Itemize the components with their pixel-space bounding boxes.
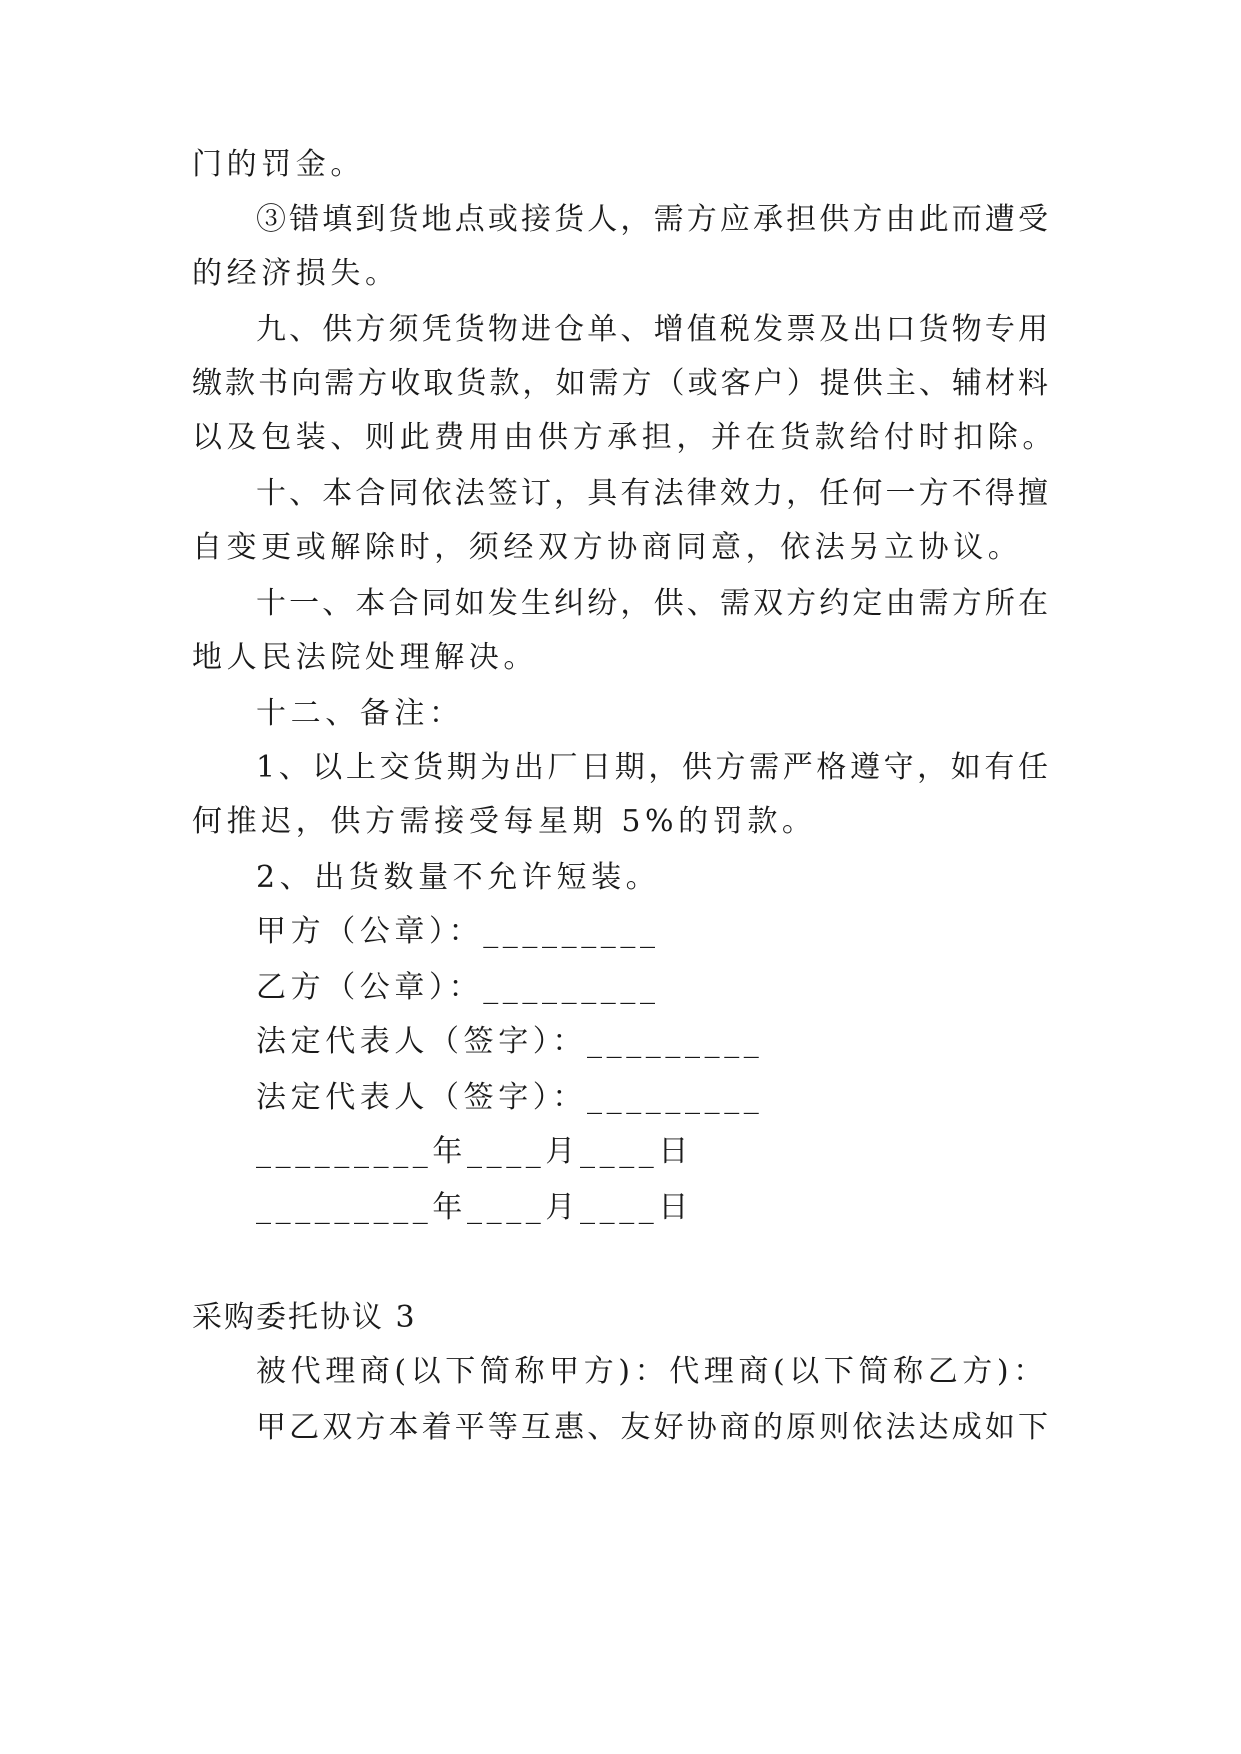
- text-line: 甲乙双方本着平等互惠、友好协商的原则依法达成如下: [256, 1410, 1048, 1445]
- signature-line-representative-a: 法定代表人（签字）：_________: [256, 1024, 764, 1059]
- date-line: _________年____月____日: [256, 1134, 693, 1169]
- section-title: 采购委托协议 3: [192, 1300, 417, 1335]
- signature-line-party-a: 甲方（公章）：_________: [256, 914, 660, 949]
- text-line: 的经济损失。: [192, 256, 400, 291]
- text-line: 地人民法院处理解决。: [192, 640, 538, 675]
- text-line: 十、本合同依法签订，具有法律效力，任何一方不得擅: [256, 476, 1048, 511]
- text-line: 缴款书向需方收取货款，如需方（或客户）提供主、辅材料: [192, 366, 1048, 401]
- text-line: 十二、备注：: [256, 696, 464, 731]
- text-line: ③错填到货地点或接货人，需方应承担供方由此而遭受: [256, 202, 1048, 237]
- text-line: 以及包装、则此费用由供方承担，并在货款给付时扣除。: [192, 420, 1057, 455]
- signature-line-party-b: 乙方（公章）：_________: [256, 970, 660, 1005]
- text-line: 被代理商(以下简称甲方)：代理商(以下简称乙方)：: [256, 1354, 1048, 1389]
- text-line: 九、供方须凭货物进仓单、增值税发票及出口货物专用: [256, 312, 1048, 347]
- date-line: _________年____月____日: [256, 1190, 693, 1225]
- text-line: 2、出货数量不允许短装。: [256, 860, 661, 895]
- signature-line-representative-b: 法定代表人（签字）：_________: [256, 1080, 764, 1115]
- text-line: 何推迟，供方需接受每星期 5%的罚款。: [192, 804, 817, 839]
- text-line: 自变更或解除时，须经双方协商同意，依法另立协议。: [192, 530, 1023, 565]
- text-line: 十一、本合同如发生纠纷，供、需双方约定由需方所在: [256, 586, 1048, 621]
- text-line: 1、以上交货期为出厂日期，供方需严格遵守，如有任: [256, 750, 1048, 785]
- text-line: 门的罚金。: [192, 147, 365, 182]
